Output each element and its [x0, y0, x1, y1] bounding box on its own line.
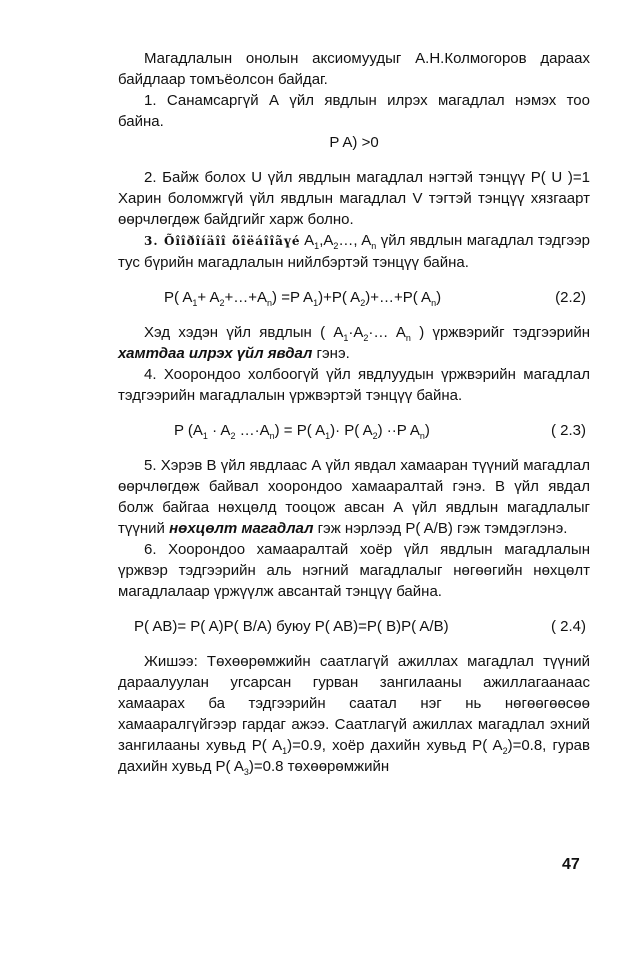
garbled-text: 3. Õîîðîíäîî õîëáîîãүé	[144, 234, 301, 248]
formula-2-4	[118, 616, 590, 637]
formula-2-3-text: P ($A_1 \cdot A_2$ $\dots\cdot A_n) = P$( $A_1)\cdot P$( $A_2) \cdot\cdot P$ $A_n$)	[174, 422, 430, 441]
axiom-6: 6. Хоорондоо хамааралтай хоёр үйл явдлын магадлалын үржвэр тэдгээрийн аль нэгний магадлалыг нөгөөгийн нөхцөлт магадлалаар үржүүлж авсантай тэнцүү байна.	[118, 541, 590, 600]
intro-paragraph: Магадлалын онолын аксиомуудыг А.Н.Колмогоров дараах байдлаар томъёолсон байдаг.	[118, 50, 590, 88]
formula-2-2-text: P( $A_1+$ $A_2+\dots+A_n) =P$ $A_1)+P$( $A_2)+\dots+P$( $A_n$)	[164, 289, 442, 308]
page-number: 47	[562, 856, 580, 873]
example-paragraph: Жишээ: Төхөөрөмжийн саатлагүй ажиллах магадлал түүний дараалуулан угсарсан гурван зангилааны ажиллагаанаас хамаарах ба тэдгээрийн саатал нэг нь нөгөөгөөсөө хамааралгүйгээр гардаг ажээ. Саатлагүй ажиллах магадлал эхний зангилааны хувьд P( $A_1)=0.9$, хоёр дахийн хувьд P( $A_2)=0.8$, гурав дахийн хувьд P( $A_3)=0.8$ төхөөрөмжийн	[118, 653, 590, 777]
axiom-3: 3. Õîîðîíäîî õîëáîîãүé $A_1,A_2\dots$, $A_n$ үйл явдлын магадлал тэдгээр тус бүрийн магадлалын нийлбэртэй тэнцүү байна.	[118, 232, 590, 271]
formula-2-4-number: ( 2.4)	[550, 618, 586, 635]
formula-2-3-number: ( 2.3)	[550, 422, 586, 439]
axiom-1: 1. Санамсаргүй А үйл явдлын илрэх магадлал нэмэх тоо байна.	[118, 92, 590, 130]
formula-2-4-text: P( AB)= P( A)P( B/A) буюу P( AB)=P( B)P( A/B)	[134, 618, 449, 635]
axiom-3-rest: үйл явдлын магадлал тэдгээр тус бүрийн магадлалын нийлбэртэй тэнцүү байна.	[118, 232, 590, 271]
product-definition: Хэд хэдэн үйл явдлын ( $A_1\cdot A_2\cdot\dots$ $A_n$ ) үржвэрийг тэдгээрийн хамтдаа илрэх үйл явдал гэнэ.	[118, 324, 590, 362]
axiom-5-text: 5. Хэрэв В үйл явдлаас А үйл явдал хамааран түүний магадлал өөрчлөгдөж байвал хоорондоо хамааралтай гэнэ. В үйл явдал болж байгаа нөхцөлд тооцож авсан А үйл явдлын магадлалыг түүний	[118, 457, 590, 537]
conditional-probability-term: нөхцөлт магадлал	[169, 520, 314, 537]
axiom-1-formula: P A) >0	[329, 134, 379, 151]
axiom-5	[118, 455, 590, 539]
axiom-4: 4. Хоорондоо холбоогүй үйл явдлуудын үржвэрийн магадлал тэдгээрийн магадлалын үржвэртэй тэнцүү байна.	[118, 366, 590, 404]
product-definition-term: хамтдаа илрэх үйл явдал	[118, 345, 313, 362]
axiom-2: 2. Байж болох U үйл явдлын магадлал нэгтэй тэнцүү P( U )=1 Харин боломжгүй үйл явдлын магадлал V тэгтэй тэнцүү хязгаарт өөрчлөгдөж байдгийг харж болно.	[118, 169, 590, 228]
formula-2-2	[118, 287, 590, 308]
axiom-5-end: гэж нэрлээд P( A/B) гэж тэмдэглэнэ.	[317, 520, 568, 537]
formula-2-2-number: (2.2)	[555, 289, 586, 306]
formula-2-3	[118, 420, 590, 441]
page-body	[118, 48, 590, 777]
product-definition-end: гэнэ.	[316, 345, 350, 362]
